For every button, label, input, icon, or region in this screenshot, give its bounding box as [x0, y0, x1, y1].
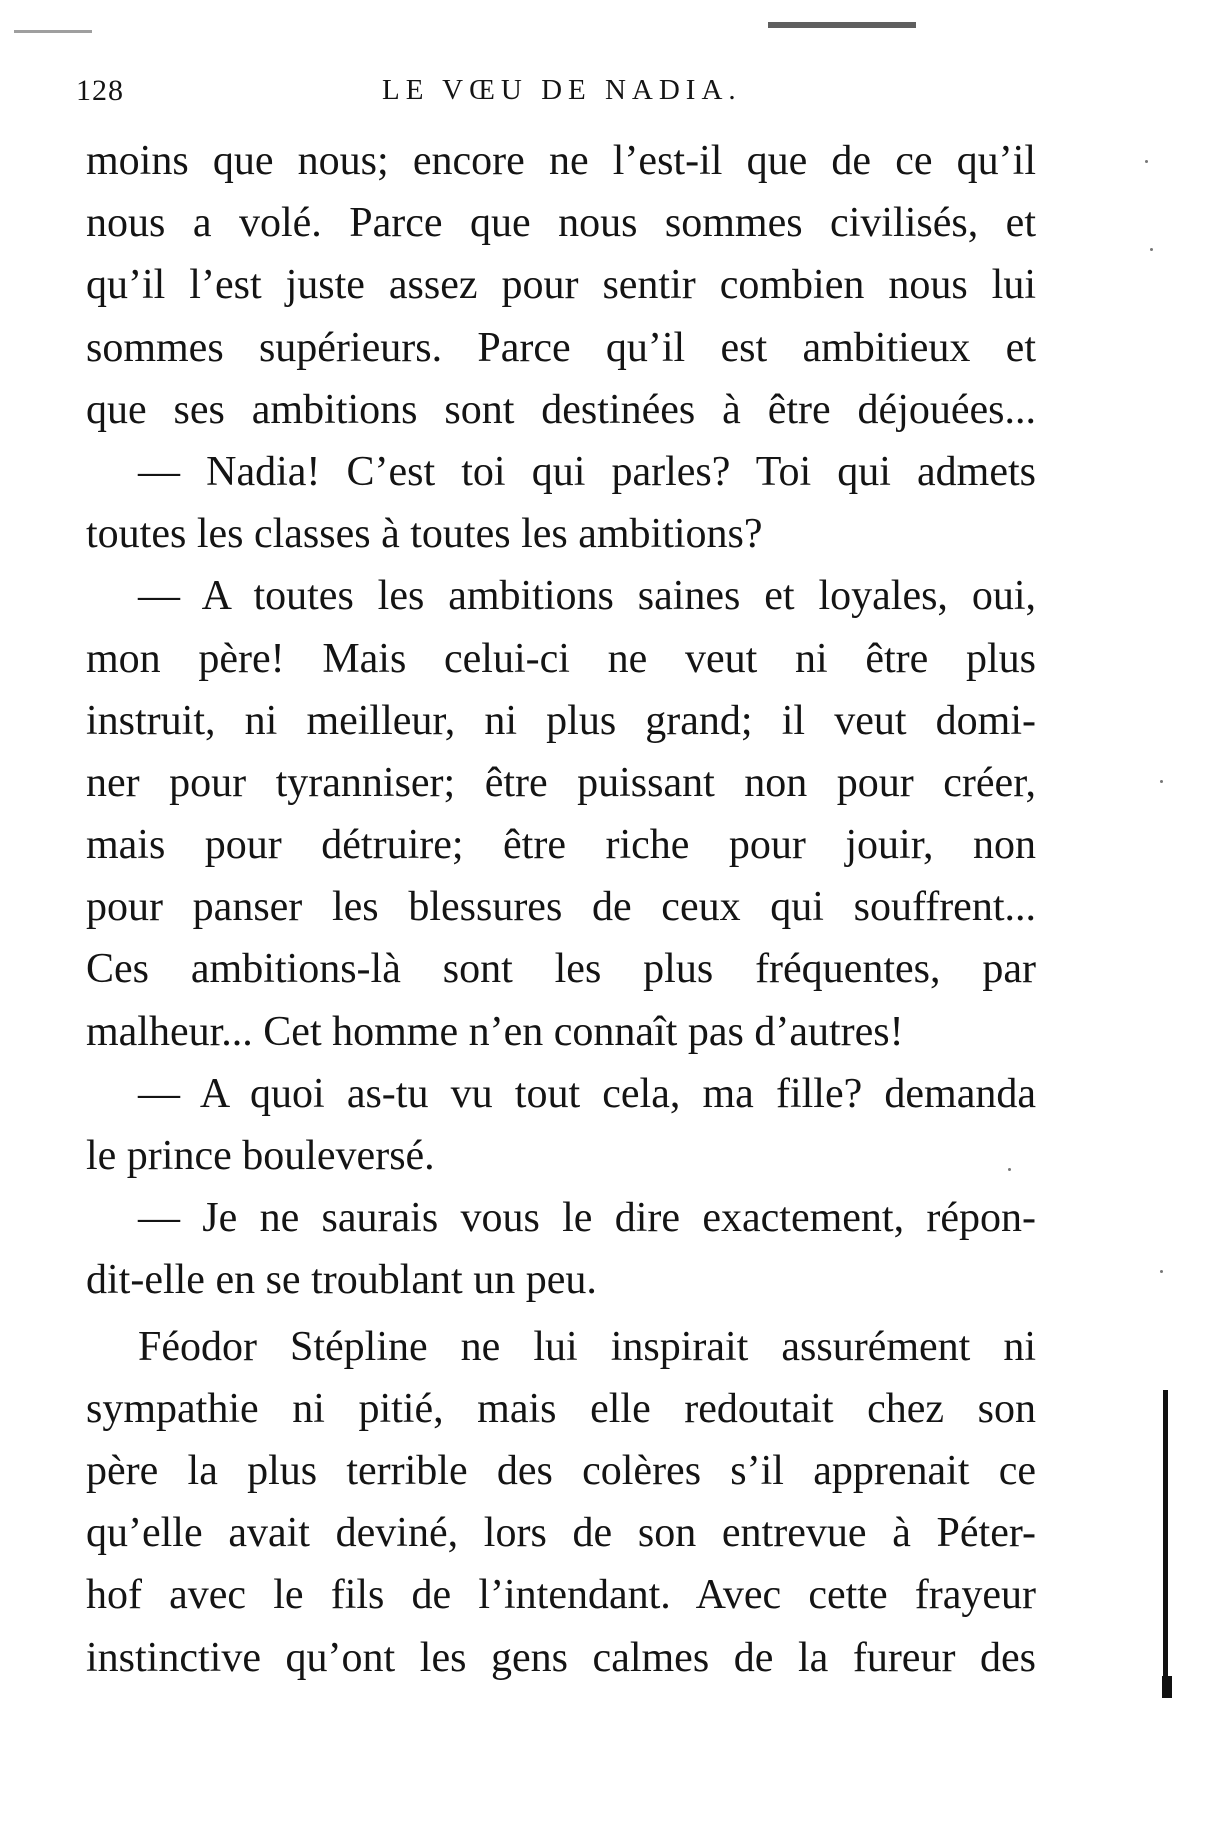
page-number: 128: [76, 74, 124, 107]
text-line: nous a volé. Parce que nous sommes civilisés, et: [86, 200, 1036, 247]
scan-artifact-top-left: [14, 30, 92, 33]
text-line: mon père! Mais celui-ci ne veut ni être plus: [86, 635, 1036, 682]
text-line: — A toutes les ambitions saines et loyales, oui,: [138, 573, 1036, 620]
text-line: ner pour tyranniser; être puissant non pour créer,: [86, 759, 1036, 806]
text-line: instruit, ni meilleur, ni plus grand; il veut domi-: [86, 697, 1036, 744]
scan-speck: [1150, 248, 1153, 251]
text-line: malheur... Cet homme n’en connaît pas d’autres!: [86, 1008, 904, 1055]
text-line: hof avec le fils de l’intendant. Avec cette frayeur: [86, 1572, 1036, 1619]
running-head: LE VŒU DE NADIA.: [382, 74, 742, 106]
text-line: — A quoi as-tu vu tout cela, ma fille? demanda: [138, 1070, 1036, 1117]
text-line: pour panser les blessures de ceux qui souffrent...: [86, 884, 1036, 931]
scan-speck: [1145, 160, 1148, 163]
text-line: père la plus terrible des colères s’il apprenait ce: [86, 1447, 1036, 1494]
text-line: qu’il l’est juste assez pour sentir combien nous lui: [86, 262, 1036, 309]
text-line: — Je ne saurais vous le dire exactement, répon-: [138, 1195, 1036, 1242]
text-line: sommes supérieurs. Parce qu’il est ambitieux et: [86, 324, 1036, 371]
scan-speck: [1160, 780, 1163, 783]
text-line: sympathie ni pitié, mais elle redoutait chez son: [86, 1385, 1036, 1432]
scan-artifact-top-right: [768, 22, 916, 28]
text-line: Féodor Stépline ne lui inspirait assurément ni: [138, 1323, 1036, 1370]
scan-speck: [1160, 1270, 1163, 1273]
scan-artifact-right-margin-bar: [1163, 1390, 1168, 1680]
text-line: toutes les classes à toutes les ambitions?: [86, 511, 763, 558]
text-line: instinctive qu’ont les gens calmes de la fureur des: [86, 1634, 1036, 1681]
text-line: qu’elle avait deviné, lors de son entrevue à Péter-: [86, 1510, 1036, 1557]
text-line: dit-elle en se troublant un peu.: [86, 1257, 597, 1304]
text-line: — Nadia! C’est toi qui parles? Toi qui admets: [138, 448, 1036, 495]
text-line: Ces ambitions-là sont les plus fréquentes, par: [86, 946, 1036, 993]
text-line: le prince bouleversé.: [86, 1133, 435, 1179]
text-line: que ses ambitions sont destinées à être déjouées...: [86, 386, 1036, 433]
scan-artifact-right-margin-tick: [1162, 1676, 1172, 1698]
text-line: moins que nous; encore ne l’est-il que de ce qu’il: [86, 138, 1036, 184]
page-body: [86, 130, 1036, 1689]
text-line: mais pour détruire; être riche pour jouir, non: [86, 822, 1036, 869]
